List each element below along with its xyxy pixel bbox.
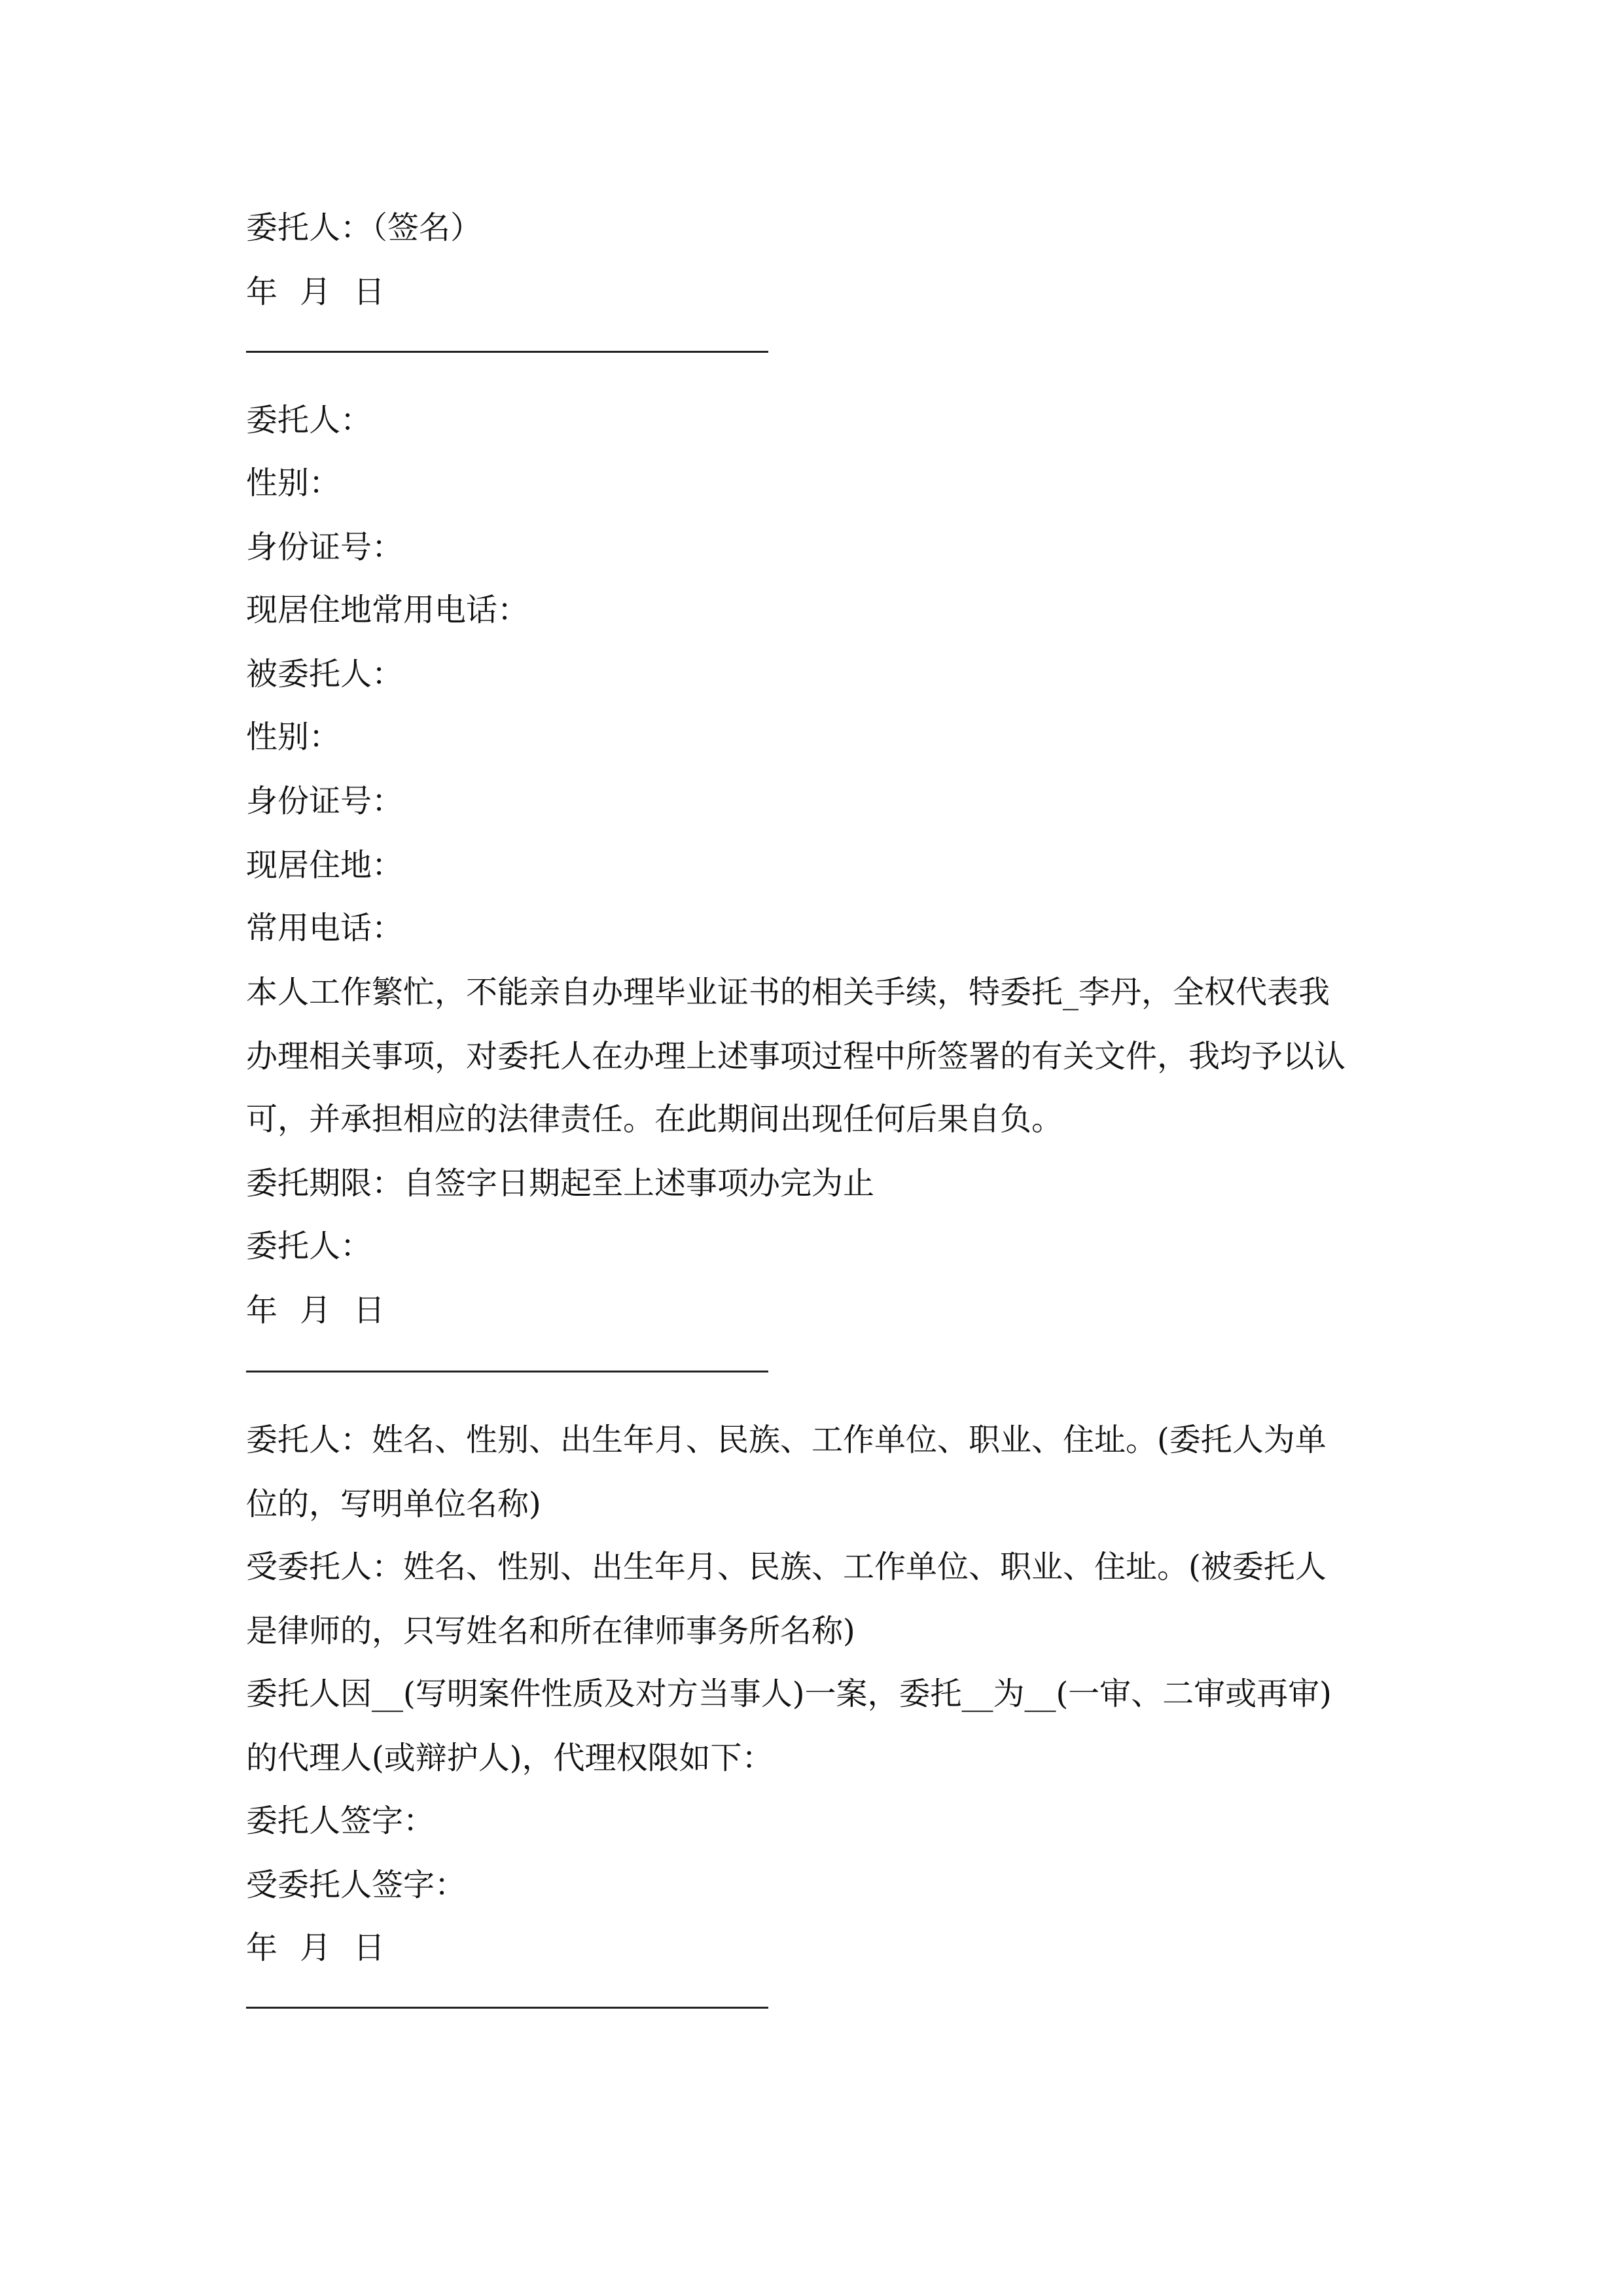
section2-principal-id: 身份证号： [246,529,404,565]
section2-term: 委托期限：自签字日期起至上述事项办完为止 [246,1165,875,1202]
section2-agent-id: 身份证号： [246,783,404,819]
section1-date-day: 日 [353,274,385,310]
section2-agent-gender: 性别： [246,719,341,755]
section2-principal: 委托人： [246,402,372,439]
section3-date [246,1928,407,1967]
document-page [246,0,1391,2296]
section3-separator [246,2007,768,2009]
section2-date-month: 月 [300,1292,332,1329]
section2-date-year: 年 [246,1292,278,1329]
section2-agent-address: 现居住地： [246,847,404,884]
section3-agent-sign: 受委托人签字： [246,1867,467,1903]
section3-principal-sign: 委托人签字： [246,1803,435,1839]
section2-agent-phone: 常用电话： [246,910,404,946]
section3-principal-line: 位的，写明单位名称) [246,1486,541,1522]
section2-date-day: 日 [353,1292,385,1329]
section2-body-line: 办理相关事项，对委托人在办理上述事项过程中所签署的有关文件，我均予以认 [246,1038,1346,1075]
section2-agent: 被委托人： [246,656,404,692]
section2-date [246,1291,407,1330]
section3-date-year: 年 [246,1929,278,1966]
section1-date-month: 月 [300,274,332,310]
section1-separator [246,351,768,353]
section3-date-month: 月 [300,1929,332,1966]
section1-date [246,272,407,312]
section2-principal-address-phone: 现居住地常用电话： [246,592,529,628]
section2-body-line: 可，并承担相应的法律责任。在此期间出现任何后果自负。 [246,1101,1063,1138]
section3-agent-line: 受委托人：姓名、性别、出生年月、民族、工作单位、职业、住址。(被委托人 [246,1549,1327,1585]
section3-agent-line: 是律师的，只写姓名和所在律师事务所名称) [246,1613,855,1649]
section2-body-line: 本人工作繁忙，不能亲自办理毕业证书的相关手续，特委托_李丹，全权代表我 [246,974,1330,1011]
section2-separator [246,1371,768,1372]
section1-date-year: 年 [246,274,278,310]
section2-principal-gender: 性别： [246,465,341,501]
section3-case-line: 的代理人(或辩护人)，代理权限如下： [246,1740,774,1776]
section1-signer: 委托人：（签名） [246,209,482,246]
section2-signer: 委托人： [246,1228,372,1265]
section3-principal-line: 委托人：姓名、性别、出生年月、民族、工作单位、职业、住址。(委托人为单 [246,1422,1327,1458]
section3-case-line: 委托人因__(写明案件性质及对方当事人)一案，委托__为__(一审、二审或再审) [246,1676,1332,1712]
section3-date-day: 日 [353,1929,385,1966]
